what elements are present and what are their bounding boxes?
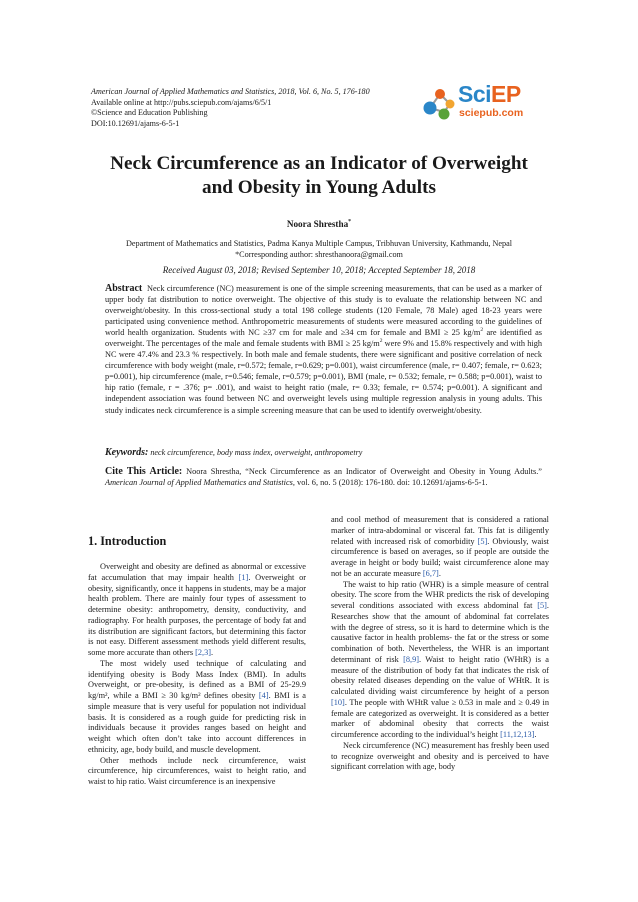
section-heading: 1. Introduction xyxy=(88,534,167,548)
keywords-label: Keywords: xyxy=(105,447,149,458)
article-title: Neck Circumference as an Indicator of Overweight and Obesity in Young Adults xyxy=(110,153,528,198)
reference-link[interactable]: [1] xyxy=(238,572,249,582)
doi-line: DOI:10.12691/ajams-6-5-1 xyxy=(91,118,180,128)
article-dates: Received August 03, 2018; Revised September 10, 2018; Accepted September 18, 2018 xyxy=(162,265,476,275)
paragraph: Neck circumference (NC) measurement has freshly been used to recognize overweight and obesity and is perceived to have significant correlation with age, body xyxy=(331,740,549,772)
author-name: Noora Shrestha* xyxy=(286,218,352,229)
reference-link[interactable]: [4] xyxy=(258,691,269,700)
paragraph: and cool method of measurement that is considered a rational marker of intra-abdominal or visceral fat. This fat is diligently related with increased risk of comorbidity [5]. Obviously, waist circumference is based on averages, so if people are outside the average in height or body build; waist circumference alone may not be an accurate measure [6,7]. xyxy=(331,515,549,578)
affiliation: Department of Mathematics and Statistics, Padma Kanya Multiple Campus, Tribhuvan University, Kathmandu, Nepal *Corresponding author: shresthanoora@gmail.com xyxy=(60,238,578,260)
journal-citation-line: American Journal of Applied Mathematics and Statistics, 2018, Vol. 6, No. 5, 176-180 xyxy=(91,87,370,96)
abstract: Abstract Neck circumference (NC) measurement is one of the simple screening measurements, that can be used as a marker of upper body fat distribution to notice overweight. The objective of this study is to evaluate the relationship between NC and overweight/obesity. In this cross-sectional study a total 198 college students (120 Female, 78 Male) aged 18-23 years were participated using convenience method. Anthropometric measurements of students were measured according to the guidelines of world health organization. Students with NC ≥37 cm for male and ≥34 cm for female and BMI ≥ 25 $kg/m^2$ are identified as overweight. The percentages of the male and female students with BMI ≥ 25 $kg/m^2$ were 9% and 15.8% respectively and with high NC were 47.4% and 23.3 % respectively. In both male and female students, there were significant and positive correlation of neck circumference with body weight (male, r=0.572; female, r=0.629; p=0.001), waist circumference (male, r= 0.407; female, r= 0.623; p=0.001), hip circumference (male, r=0.546; female, r=0.579; p=0.001), BMI (male, r= 0.532; female, r= 0.588; p=0.001), waist to hip ratio (female, r = .376; p= .001), and waist to height ratio (male, r= 0.33; female, r= 0.574; p=0.001). A significant and independent association was found between NC and overweight levels using multiple regression analysis in young adults. This study indicates neck circumference is a simple screening measure that can be used to identify overweight/obesity. xyxy=(105,283,543,415)
logo-wordmark: SciEP xyxy=(458,81,521,107)
cite-label: Cite This Article: xyxy=(105,466,183,477)
reference-link[interactable]: [6,7] xyxy=(422,568,439,578)
logo-url: sciepub.com xyxy=(459,107,524,119)
cite-this-article: Cite This Article: Noora Shrestha, “Neck Circumference as an Indicator of Overweight and Obesity in Young Adults.” American Journal of Applied Mathematics and Statistics, vol. 6, no. 5 (2018): 176-180. doi: 10.12691/ajams-6-5-1. xyxy=(105,466,542,488)
left-column xyxy=(88,562,306,788)
reference-link[interactable]: [8,9] xyxy=(403,654,419,664)
sciepub-logo[interactable] xyxy=(418,81,546,124)
reference-link[interactable]: [5] xyxy=(537,601,547,610)
keywords: Keywords: neck circumference, body mass index, overweight, anthropometry xyxy=(105,447,363,458)
journal-info xyxy=(91,87,421,129)
corresponding-author: *Corresponding author: shresthanoora@gmail.com xyxy=(235,250,403,259)
reference-link[interactable]: [5] xyxy=(477,536,488,546)
paragraph: Other methods include neck circumference, waist circumference, hip circumferences, waist to height ratio, and waist to hip ratio. Waist circumference is an inexpensive xyxy=(88,755,306,786)
reference-link[interactable]: [10] xyxy=(331,697,345,707)
abstract-label: Abstract xyxy=(105,283,143,294)
right-column xyxy=(331,515,549,773)
reference-link[interactable]: [11,12,13] xyxy=(500,730,535,739)
reference-link[interactable]: [2,3] xyxy=(195,648,212,657)
molecule-icon xyxy=(418,84,458,124)
copyright-line: ©Science and Education Publishing xyxy=(91,108,208,118)
paragraph: Overweight and obesity are defined as abnormal or excessive fat accumulation that may impair health [1]. Overweight or obesity, significantly, once it happens in students, may be a major health problem. There are mainly four types of assessment to determine obesity: anthropometry, density, conductivity, and radiography. For health purposes, the percentage of body fat and its distribution are significant factors, but determining this factor is not easy. Different assessment methods yield different results, some more accurate than others [2,3]. xyxy=(88,562,306,657)
available-online-line[interactable]: Available online at http://pubs.sciepub.com/ajams/6/5/1 xyxy=(91,97,272,107)
paragraph: The most widely used technique of calculating and identifying obesity is Body Mass Index (BMI). In adults Overweight, or pre-obesity, is defined as a BMI of 25-29.9 kg/m², while a BMI ≥ 30 kg/m² defines obesity [4]. BMI is a simple measure that is very useful for population not individual basis. It is considered as a rough guide for predicting risk in individuals because it provides ranges based on height and weight which often don’t take into account differences in ethnicity, age, body build, and muscle development. xyxy=(88,658,306,754)
paragraph: The waist to hip ratio (WHR) is a simple measure of central obesity. The score from the WHR predicts the risk of developing several conditions associated with excess abdominal fat [5]. Researches show that the amount of abdominal fat correlates with the degree of stress, so it is hard to determine which is the causative factor in health problems- the fat or the stress or some combination of both. Nevertheless, the WHR is an important determinant of risk [8,9]. Waist to height ratio (WHtR) is a measure of the distribution of body fat that indicates the risk of obesity related diseases depending on the value of WHtR. It is calculated dividing waist circumference by height of a person [10]. The people with WHtR value ≥ 0.53 in male and ≥ 0.49 in female are categorized as overweight. It is considered as a better marker of abdominal obesity that corrects the waist circumference according to the individual’s height [11,12,13]. xyxy=(331,579,549,739)
